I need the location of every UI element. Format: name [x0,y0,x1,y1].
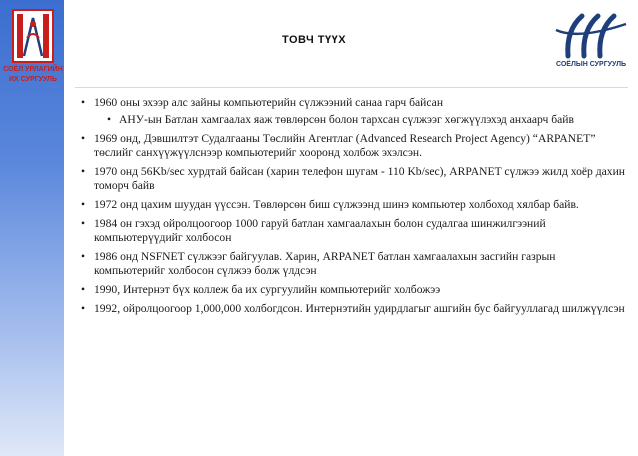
school-caption: СОЁЛЫН СУРГУУЛЬ [555,61,627,68]
list-item [80,217,625,245]
list-item [80,302,625,316]
list-item [80,132,625,160]
sub-list-item [107,113,625,127]
list-item-text: 1984 он гэхэд ойролцоогоор 1000 гаруй батлан хамгаалахын болон судалгаа шинжилгээний компьютерүүдийг холбосон [94,217,546,244]
sub-list [94,113,625,127]
school-logo [548,10,632,72]
list-item-text: 1969 онд, Дэвшилтэт Судалгааны Төслийн Агентлаг (Advanced Research Project Agency) “ARPANET” төслийг санхүүжүүлснээр компьютерийг хооронд холбож эхэлсэн. [94,132,596,159]
list-item [80,250,625,278]
list-item-text: 1986 онд NSFNET сүлжээг байгуулав. Харин, ARPANET батлан хамгаалахын засгийн газрын компьютерийг холбосон сүлжээ болж үлдсэн [94,250,556,277]
university-caption-line1: СОЁЛ УРЛАГИЙН [3,66,63,73]
list-item [80,96,625,127]
list-item [80,283,625,297]
sub-list-item-text: АНУ-ын Батлан хамгаалах яаж төвлөрсөн болон тархсан сүлжээг хөгжүүлэхэд анхаарч байв [119,113,574,126]
list-item-text: 1992, ойролцоогоор 1,000,000 холбогдсон. Интернэтийн удирдлагыг ашгийн бус байгууллагад шилжүүлсэн [94,302,625,315]
university-caption-line2: ИХ СУРГУУЛЬ [9,76,57,83]
university-logo [2,8,64,88]
school-emblem-icon [548,10,632,60]
list-item-text: 1972 онд цахим шуудан үүссэн. Төвлөрсөн биш сүлжээнд шинэ компьютер холбоход хялбар байв. [94,198,579,211]
list-item-text: 1990, Интернэт бүх коллеж ба их сургуулийн компьютерийг холбожээ [94,283,441,296]
list-item-text: 1960 оны эхээр алс зайны компьютерийн сүлжээний санаа гарч байсан [94,96,444,109]
list-item-text: 1970 онд 56Kb/sec хурдтай байсан (харин телефон шугам - 110 Kb/sec), ARPANET сүлжээ жилд хоёр дахин томорч байв [94,165,626,192]
slide-title: ТОВЧ ТҮҮХ [282,34,347,46]
list-item [80,198,625,212]
list-item [80,165,625,193]
history-list [80,96,625,321]
university-emblem-icon [11,8,55,64]
